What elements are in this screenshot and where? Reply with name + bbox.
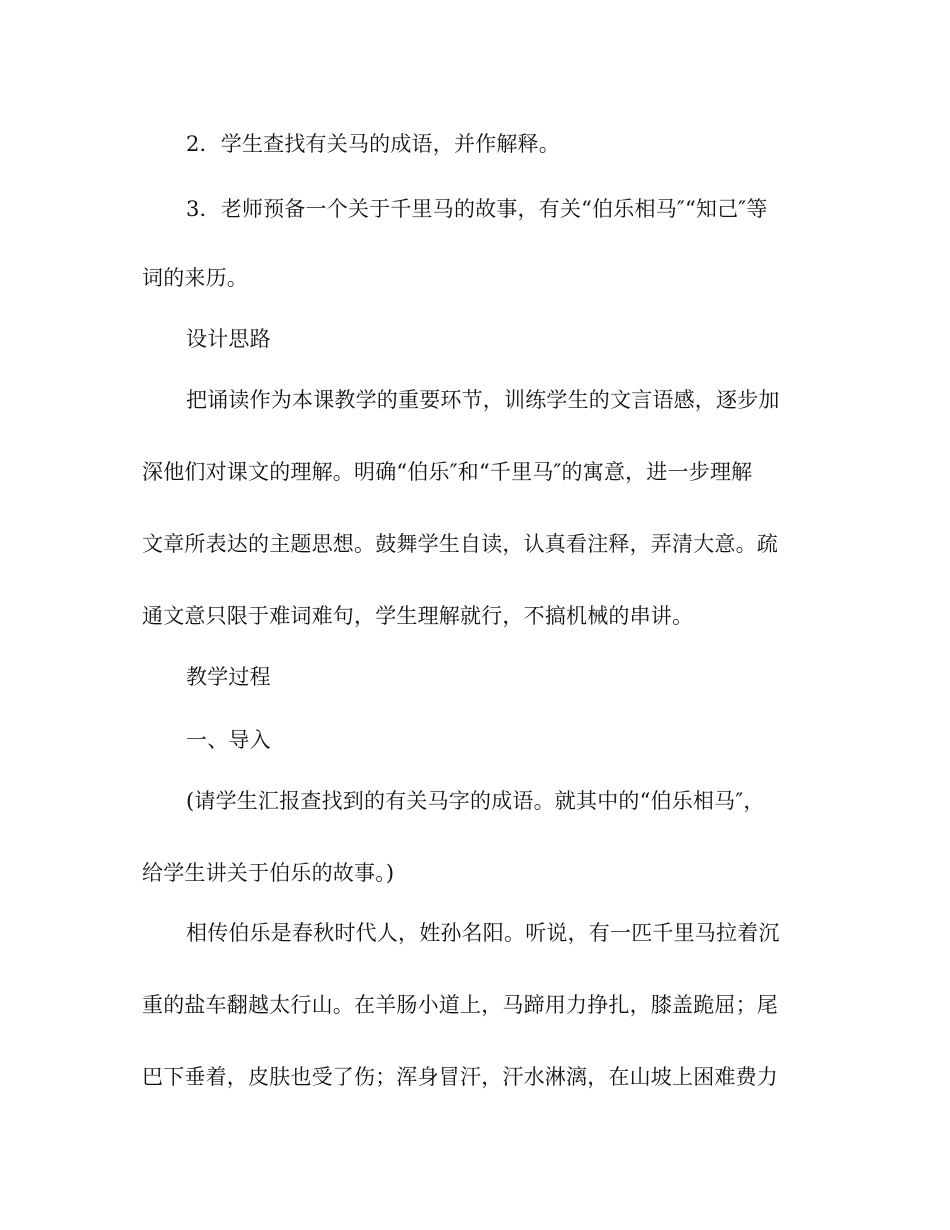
paragraph-line: 通文意只限于难词难句，学生理解就行，不搞机械的串讲。 bbox=[142, 604, 694, 628]
paragraph-line: 相传伯乐是春秋时代人，姓孙名阳。听说，有一匹千里马拉着沉 bbox=[186, 921, 780, 945]
item-3-continuation: 词的来历。 bbox=[142, 266, 248, 290]
paragraph-line: 文章所表达的主题思想。鼓舞学生自读，认真看注释，弄清大意。疏 bbox=[142, 532, 778, 556]
paragraph-line: 给学生讲关于伯乐的故事。) bbox=[142, 861, 395, 885]
item-3-line: 3．老师预备一个关于千里马的故事，有关“伯乐相马″“知己″等 bbox=[186, 197, 768, 221]
paragraph-line: 把诵读作为本课教学的重要环节，训练学生的文言语感，逐步加 bbox=[186, 388, 780, 412]
section-heading-intro: 一、导入 bbox=[186, 728, 271, 752]
heading-design-idea: 设计思路 bbox=[186, 327, 271, 351]
paragraph-line: 重的盐车翻越太行山。在羊肠小道上，马蹄用力挣扎，膝盖跪屈；尾 bbox=[142, 993, 778, 1017]
item-2-line: 2．学生查找有关马的成语，并作解释。 bbox=[186, 132, 560, 156]
heading-teaching-process: 教学过程 bbox=[186, 665, 271, 689]
paragraph-line: 巴下垂着，皮肤也受了伤；浑身冒汗，汗水淋漓，在山坡上困难费力 bbox=[142, 1065, 778, 1089]
paragraph-line: 深他们对课文的理解。明确“伯乐″和“千里马″的寓意，进一步理解 bbox=[142, 460, 753, 484]
paragraph-line: (请学生汇报查找到的有关马字的成语。就其中的“伯乐相马″， bbox=[186, 789, 765, 813]
